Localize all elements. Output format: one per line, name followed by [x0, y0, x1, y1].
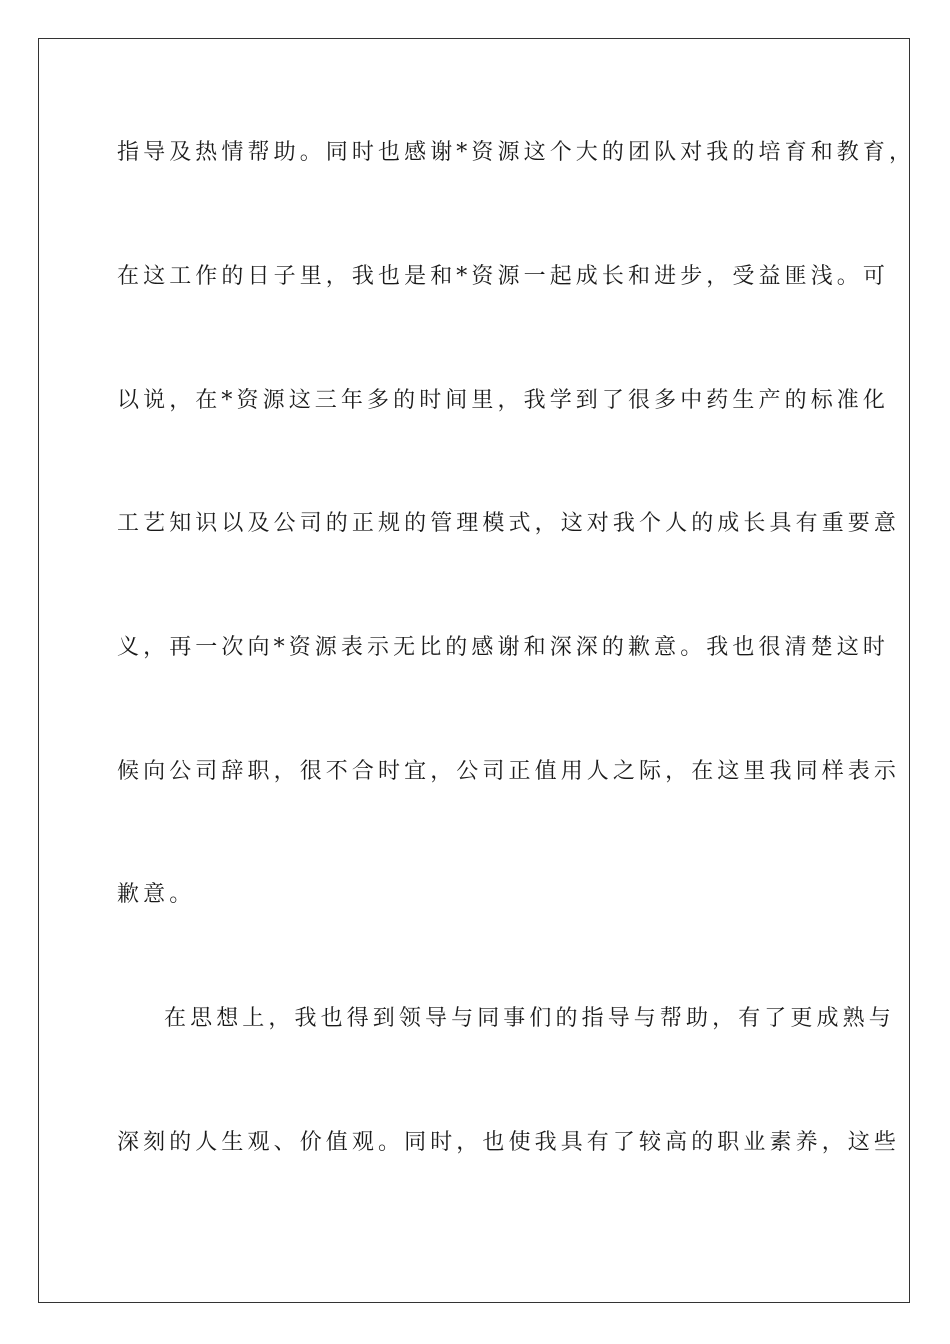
text-line-1: 指导及热情帮助。同时也感谢*资源这个大的团队对我的培育和教育， — [117, 140, 916, 165]
text-line-3: 以说，在*资源这三年多的时间里，我学到了很多中药生产的标准化 — [117, 388, 890, 413]
text-line-7: 歉意。 — [117, 882, 196, 907]
text-line-6: 候向公司辞职，很不合时宜，公司正值用人之际，在这里我同样表示 — [117, 759, 901, 784]
text-line-5: 义，再一次向*资源表示无比的感谢和深深的歉意。我也很清楚这时 — [117, 635, 890, 660]
page-border — [38, 38, 916, 1303]
text-line-8-paragraph-start: 在思想上，我也得到领导与同事们的指导与帮助，有了更成熟与 — [164, 1006, 895, 1031]
text-line-2: 在这工作的日子里，我也是和*资源一起成长和进步，受益匪浅。可 — [117, 264, 890, 289]
text-line-4: 工艺知识以及公司的正规的管理模式，这对我个人的成长具有重要意 — [117, 511, 901, 536]
text-line-9: 深刻的人生观、价值观。同时，也使我具有了较高的职业素养，这些 — [117, 1130, 901, 1155]
